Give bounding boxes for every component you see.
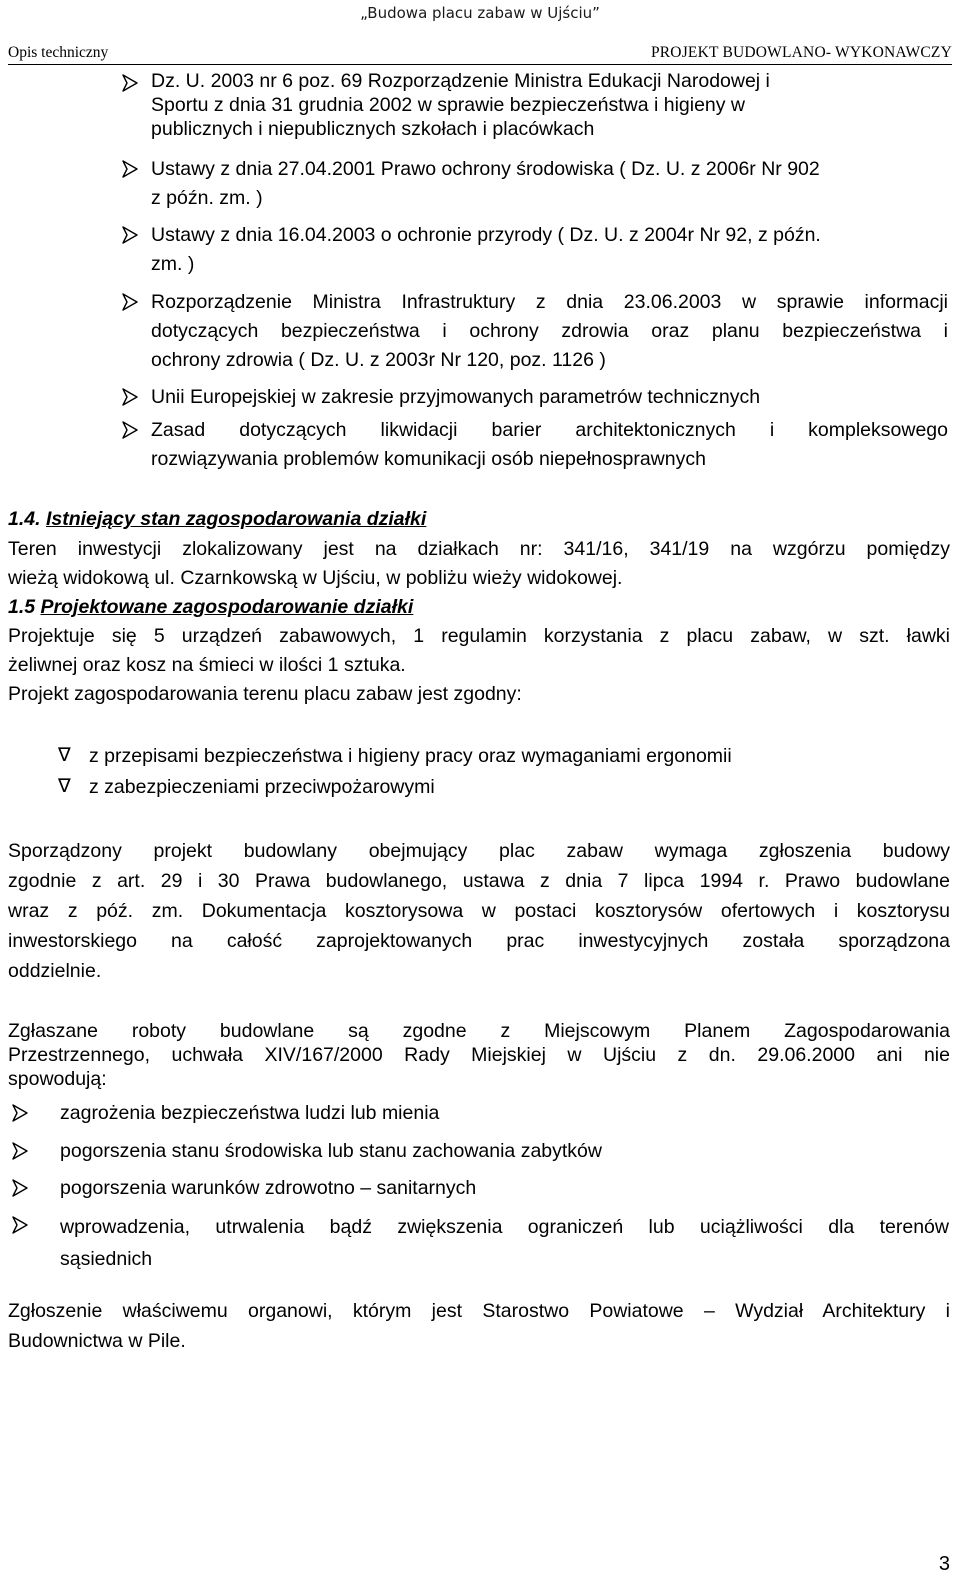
legal-item: Zasad dotyczących likwidacji barier architektonicznych i kompleksowego rozwiązywania problemów komunikacji osób niepełnosprawnych	[151, 419, 948, 470]
notice-paragraph: Zgłoszenie właściwemu organowi, którym jest Starostwo Powiatowe – Wydział Architektury i Budownictwa w Pile.	[8, 1300, 950, 1352]
effects-item: zagrożenia bezpieczeństwa ludzi lub mienia	[60, 1102, 440, 1124]
header-divider	[8, 64, 952, 65]
section-1-5-text: Projektuje się 5 urządzeń zabawowych, 1 regulamin korzystania z placu zabaw, w szt. ławki żeliwnej oraz kosz na śmieci w ilości 1 sztuka. Projekt zagospodarowania terenu placu zabaw jest zgodny:	[8, 625, 950, 705]
section-title: Projektowane zagospodarowanie działki	[40, 596, 414, 618]
arrow-bullet-icon	[10, 1103, 30, 1123]
effects-item: wprowadzenia, utrwalenia bądź zwiększenia ograniczeń lub uciążliwości dla terenów sąsiednich	[60, 1216, 949, 1270]
plan-paragraph: Zgłaszane roboty budowlane są zgodne z Miejscowym Planem Zagospodarowania Przestrzennego, uchwała XIV/167/2000 Rady Miejskiej w Ujściu z dn. 29.06.2000 ani nie spowodują:	[8, 1020, 950, 1090]
arrow-bullet-icon	[120, 225, 140, 245]
section-1-4-text: Teren inwestycji zlokalizowany jest na działkach nr: 341/16, 341/19 na wzgórzu pomiędzy wieżą widokową ul. Czarnkowską w Ujściu, w pobliżu wieży widokowej.	[8, 538, 950, 589]
nabla-bullet-icon: ∇	[58, 745, 71, 766]
section-number: 1.4.	[8, 508, 41, 530]
page-number: 3	[938, 1553, 950, 1575]
header-left: Opis techniczny	[8, 44, 109, 61]
section-number: 1.5	[8, 596, 36, 618]
document-title: „Budowa placu zabaw w Ujściu”	[360, 4, 600, 22]
section-heading-1-5	[8, 593, 413, 622]
compliance-item: z zabezpieczeniami przeciwpożarowymi	[89, 776, 435, 798]
effects-item: pogorszenia stanu środowiska lub stanu zachowania zabytków	[60, 1140, 602, 1162]
legal-item: Dz. U. 2003 nr 6 poz. 69 Rozporządzenie Ministra Edukacji Narodowej i Sportu z dnia 31 grudnia 2002 w sprawie bezpieczeństwa i higieny w publicznych i niepublicznych szkołach i placówkach	[151, 70, 770, 140]
nabla-bullet-icon: ∇	[58, 776, 71, 797]
section-heading-1-4	[8, 505, 426, 534]
arrow-bullet-icon	[10, 1178, 30, 1198]
legal-item: Ustawy z dnia 16.04.2003 o ochronie przyrody ( Dz. U. z 2004r Nr 92, z późn. zm. )	[151, 224, 821, 275]
legal-item: Ustawy z dnia 27.04.2001 Prawo ochrony środowiska ( Dz. U. z 2006r Nr 902 z późn. zm. )	[151, 158, 820, 209]
arrow-bullet-icon	[120, 73, 140, 93]
arrow-bullet-icon	[10, 1141, 30, 1161]
section-title: Istniejący stan zagospodarowania działki	[45, 508, 427, 530]
legal-item: Rozporządzenie Ministra Infrastruktury z dnia 23.06.2003 w sprawie informacji dotyczących bezpieczeństwa i ochrony zdrowia oraz planu bezpieczeństwa i ochrony zdrowia ( Dz. U. z 2003r Nr 120, poz. 1126 )	[151, 291, 948, 371]
compliance-item: z przepisami bezpieczeństwa i higieny pracy oraz wymaganiami ergonomii	[89, 745, 732, 767]
project-paragraph: Sporządzony projekt budowlany obejmujący plac zabaw wymaga zgłoszenia budowy zgodnie z art. 29 i 30 Prawa budowlanego, ustawa z dnia 7 lipca 1994 r. Prawo budowlane wraz z póź. zm. Dokumentacja kosztorysowa w postaci kosztorysów ofertowych i kosztorysu inwestorskiego na całość zaprojektowanych prac inwestycyjnych została sporządzona oddzielnie.	[8, 840, 950, 982]
arrow-bullet-icon	[120, 387, 140, 407]
arrow-bullet-icon	[120, 292, 140, 312]
header-right: PROJEKT BUDOWLANO- WYKONAWCZY	[650, 44, 952, 61]
legal-item: Unii Europejskiej w zakresie przyjmowanych parametrów technicznych	[151, 386, 761, 408]
arrow-bullet-icon	[120, 159, 140, 179]
arrow-bullet-icon	[10, 1215, 30, 1235]
arrow-bullet-icon	[120, 420, 140, 440]
effects-item: pogorszenia warunków zdrowotno – sanitarnych	[60, 1177, 477, 1199]
